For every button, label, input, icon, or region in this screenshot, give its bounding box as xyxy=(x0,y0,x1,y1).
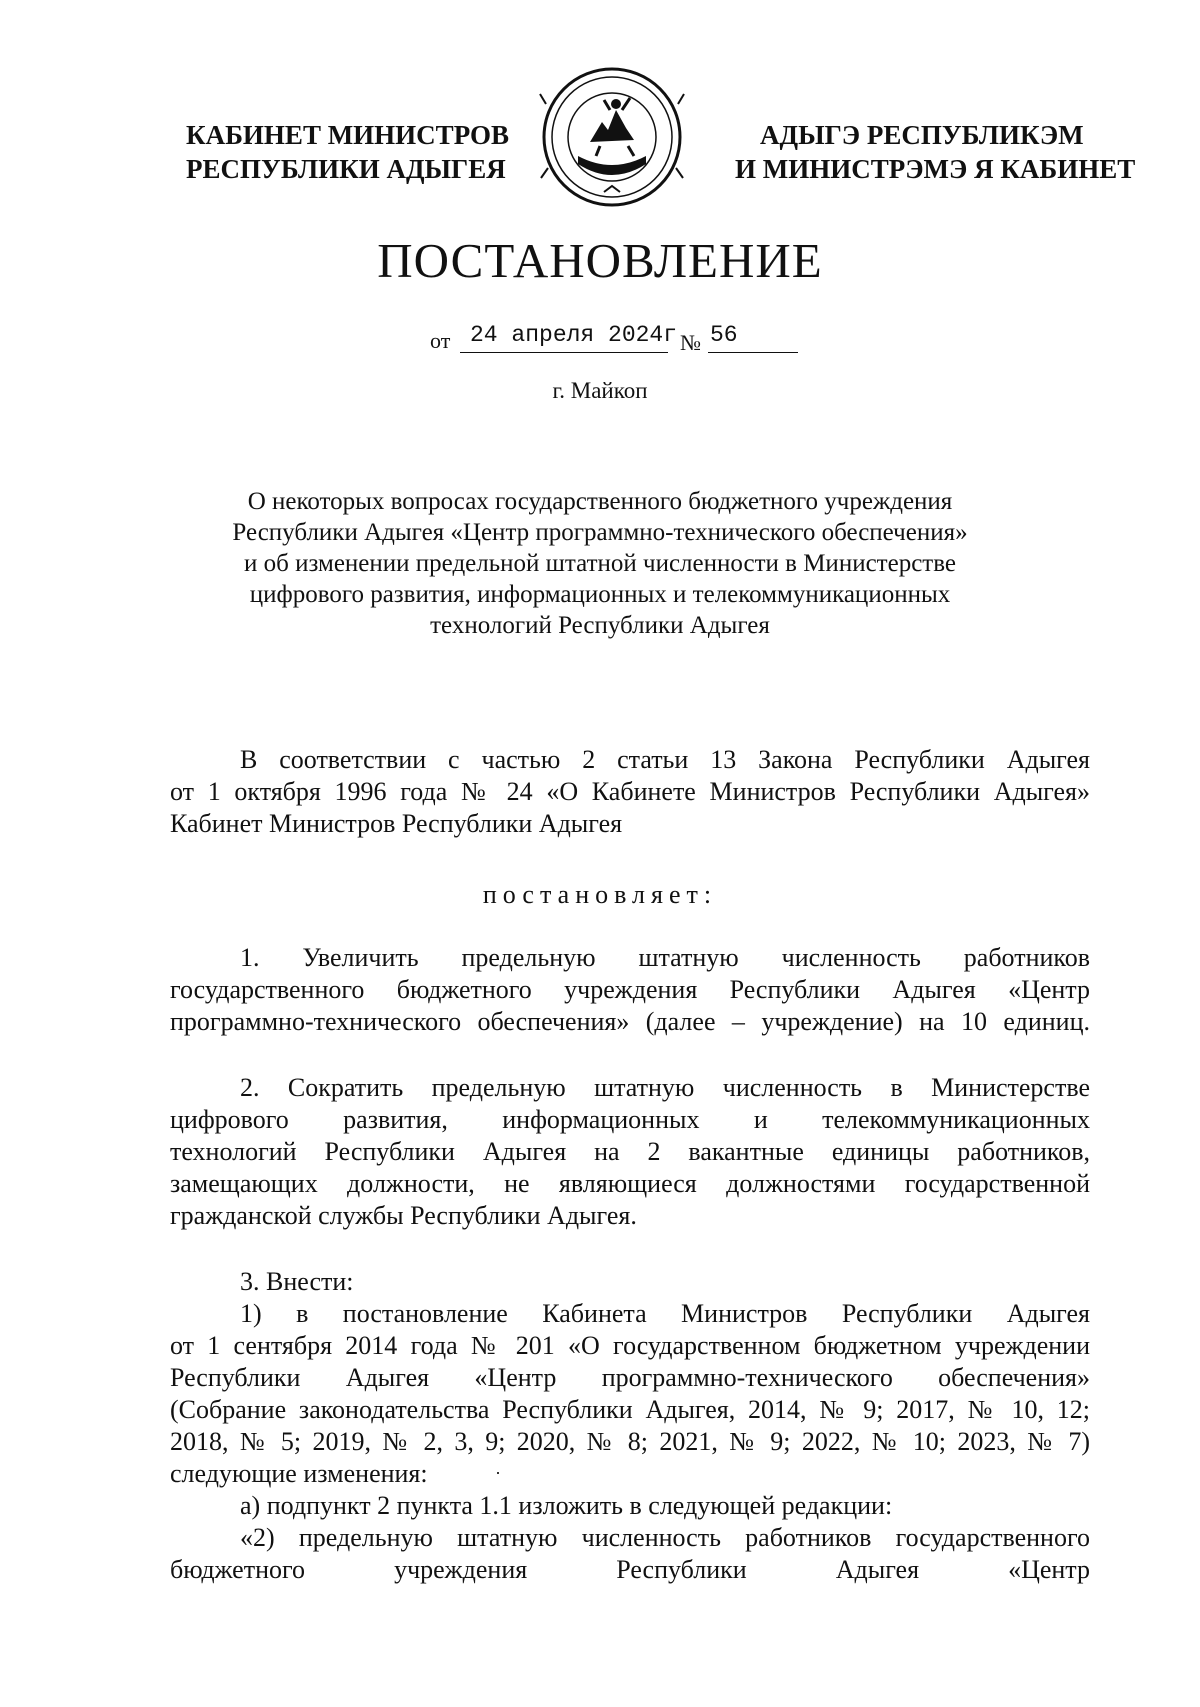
text-line: гражданской службы Республики Адыгея. xyxy=(170,1201,637,1230)
date-underline xyxy=(460,352,668,353)
date-prefix: от xyxy=(430,328,451,353)
text-line: 3. Внести: xyxy=(240,1267,354,1296)
resolves-word: постановляет: xyxy=(482,880,718,909)
subject-line: технологий Республики Адыгея xyxy=(430,612,770,639)
text-line: бюджетного учреждения Республики Адыгея «Центр xyxy=(170,1555,1090,1584)
item-2 xyxy=(170,1072,1090,1232)
scan-speck xyxy=(497,1472,499,1474)
subject-line: Республики Адыгея «Центр программно-технического обеспечения» xyxy=(232,519,968,546)
text-line: от 1 сентября 2014 года № 201 «О государственном бюджетном учреждении xyxy=(170,1331,1090,1360)
issuer-line: КАБИНЕТ МИНИСТРОВ xyxy=(186,120,510,150)
text-line: государственного бюджетного учреждения Республики Адыгея «Центр xyxy=(170,975,1090,1004)
adygea-coat-of-arms-icon xyxy=(538,64,686,210)
date-value: 24 апреля 2024г xyxy=(470,322,678,348)
issuer-name-russian xyxy=(186,118,509,186)
issuer-line: РЕСПУБЛИКИ АДЫГЕЯ xyxy=(186,154,506,184)
text-line: программно-технического обеспечения» (далее – учреждение) на 10 единиц. xyxy=(170,1007,1090,1036)
number-label: № xyxy=(680,330,701,355)
text-line: 2. Сократить предельную штатную численность в Министерстве xyxy=(240,1073,1090,1102)
document-title: ПОСТАНОВЛЕНИЕ xyxy=(377,233,823,288)
text-line: следующие изменения: xyxy=(170,1459,428,1488)
text-line: В соответствии с частью 2 статьи 13 Закона Республики Адыгея xyxy=(240,745,1090,774)
text-line: цифрового развития, информационных и телекоммуникационных xyxy=(170,1105,1090,1134)
text-line: технологий Республики Адыгея на 2 вакантные единицы работников, xyxy=(170,1137,1090,1166)
issuer-name-adyghe xyxy=(735,118,1135,186)
number-value: 56 xyxy=(710,322,738,348)
subject-line: цифрового развития, информационных и телекоммуникационных xyxy=(249,581,951,608)
text-line: Республики Адыгея «Центр программно-технического обеспечения» xyxy=(170,1363,1090,1392)
date-number-line xyxy=(430,318,830,358)
text-line: «2) предельную штатную численность работников государственного xyxy=(240,1523,1090,1552)
item-3 xyxy=(170,1266,1090,1586)
text-line: (Собрание законодательства Республики Адыгея, 2014, № 9; 2017, № 10, 12; xyxy=(170,1395,1090,1424)
text-line: 1. Увеличить предельную штатную численность работников xyxy=(240,943,1090,972)
issuer-line: И МИНИСТРЭМЭ Я КАБИНЕТ xyxy=(735,154,1136,184)
text-line: 2018, № 5; 2019, № 2, 3, 9; 2020, № 8; 2021, № 9; 2022, № 10; 2023, № 7) xyxy=(170,1427,1090,1456)
item-1 xyxy=(170,942,1090,1038)
preamble xyxy=(170,744,1090,840)
text-line: 1) в постановление Кабинета Министров Республики Адыгея xyxy=(240,1299,1090,1328)
text-line: Кабинет Министров Республики Адыгея xyxy=(170,809,623,838)
number-underline xyxy=(708,352,798,353)
city: г. Майкоп xyxy=(552,378,648,403)
document-subject xyxy=(150,486,1050,641)
text-line: от 1 октября 1996 года № 24 «О Кабинете Министров Республики Адыгея» xyxy=(170,777,1090,806)
issuer-line: АДЫГЭ РЕСПУБЛИКЭМ xyxy=(760,120,1084,150)
subject-line: О некоторых вопросах государственного бюджетного учреждения xyxy=(247,488,953,515)
text-line: а) подпункт 2 пункта 1.1 изложить в следующей редакции: xyxy=(240,1491,893,1520)
subject-line: и об изменении предельной штатной численности в Министерстве xyxy=(244,550,956,577)
text-line: замещающих должности, не являющиеся должностями государственной xyxy=(170,1169,1090,1198)
